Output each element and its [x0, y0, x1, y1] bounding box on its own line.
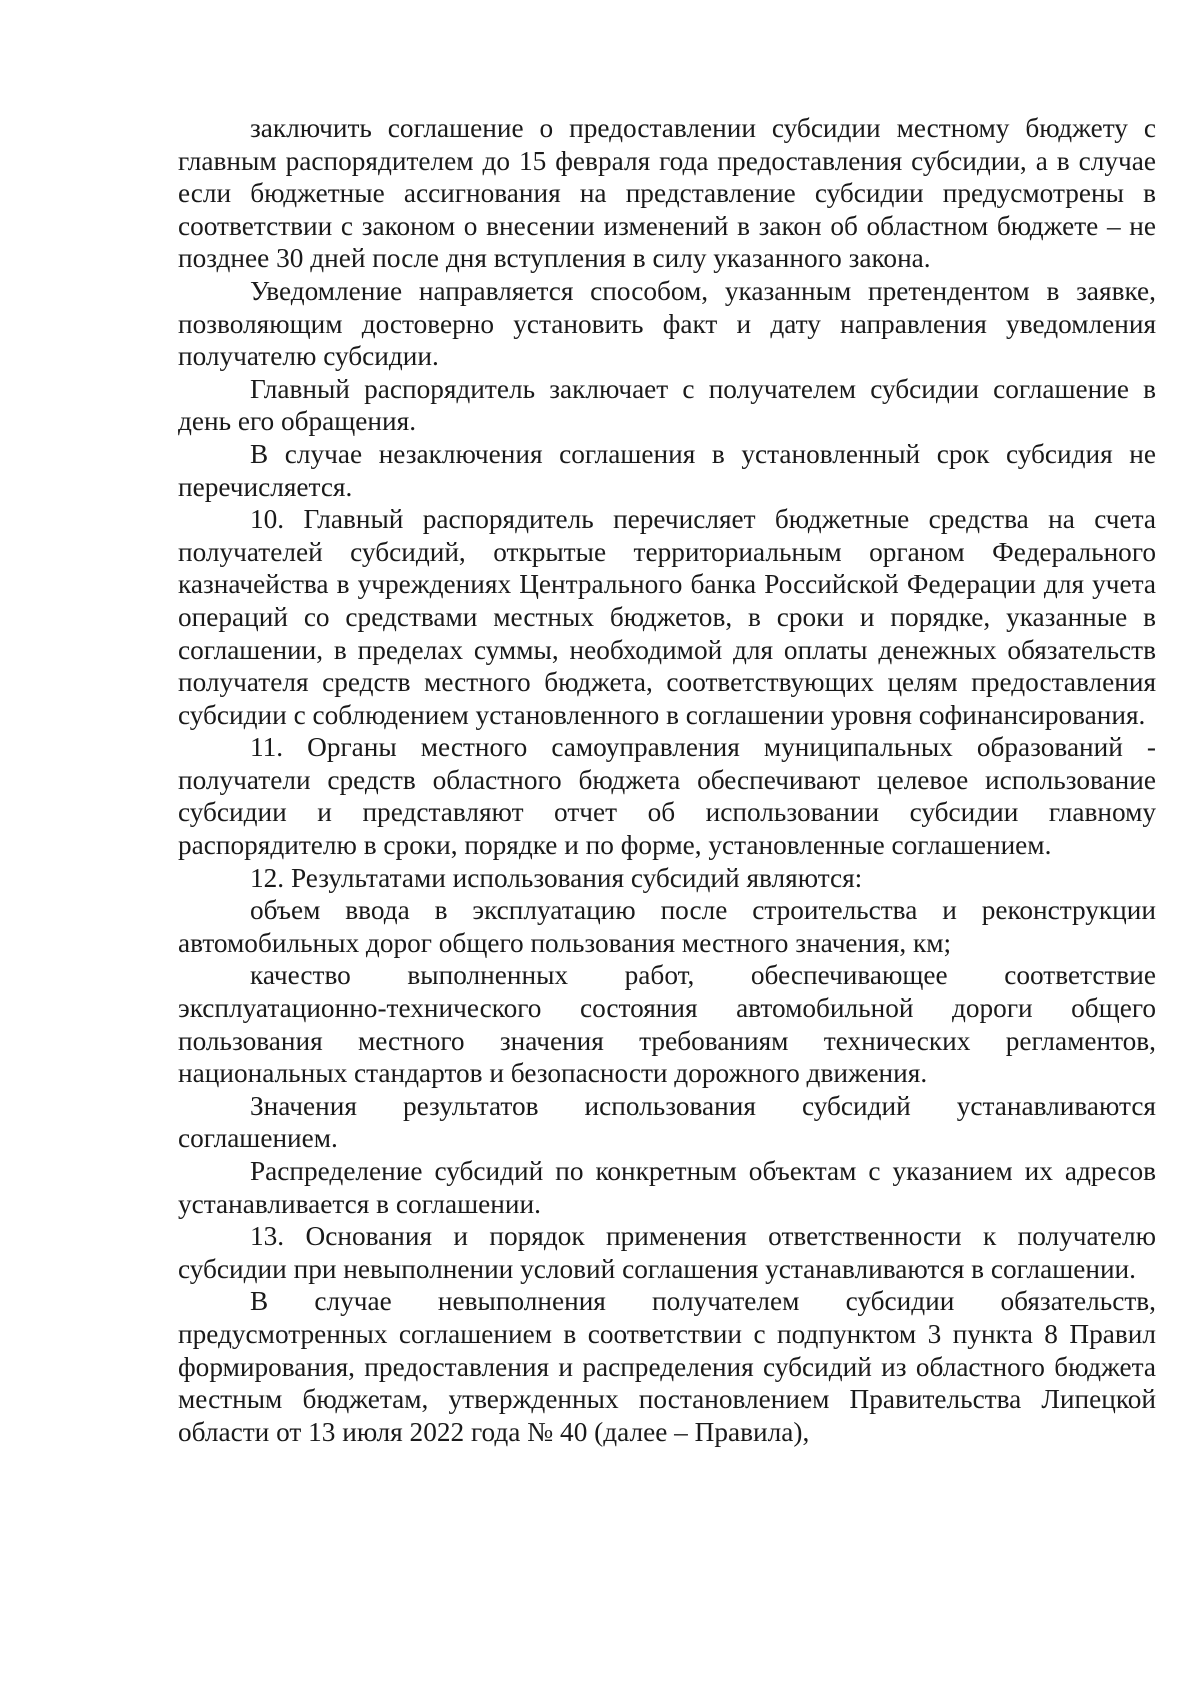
paragraph-notification-method: Уведомление направляется способом, указанным претендентом в заявке, позволяющим достоверно установить факт и дату направления уведомления получателю субсидии.: [178, 275, 1156, 372]
paragraph-item-10: 10. Главный распорядитель перечисляет бюджетные средства на счета получателей субсидий, открытые территориальным органом Федерального казначейства в учреждениях Центрального банка Российской Федерации для учета операций со средствами местных бюджетов, в сроки и порядке, указанные в соглашении, в пределах суммы, необходимой для оплаты денежных обязательств получателя средств местного бюджета, соответствующих целям предоставления субсидии с соблюдением установленного в соглашении уровня софинансирования.: [178, 504, 1156, 730]
paragraph-item-12: 12. Результатами использования субсидий являются:: [250, 862, 863, 893]
paragraph-agreement-same-day: Главный распорядитель заключает с получателем субсидии соглашение в день его обращения.: [178, 373, 1156, 437]
paragraph-result-volume: объем ввода в эксплуатацию после строительства и реконструкции автомобильных дорог общего пользования местного значения, км;: [178, 895, 1156, 958]
paragraph-agreement-deadline: заключить соглашение о предоставлении субсидии местному бюджету с главным распорядителем до 15 февраля года предоставления субсидии, а в случае если бюджетные ассигнования на представление субсидии предусмотрены в соответствии с законом о внесении изменений в закон об областном бюджете – не позднее 30 дней после дня вступления в силу указанного закона.: [178, 113, 1156, 274]
paragraph-no-agreement: В случае незаключения соглашения в установленный срок субсидия не перечисляется.: [178, 438, 1156, 502]
paragraph-non-fulfillment: В случае невыполнения получателем субсидии обязательств, предусмотренных соглашением в соответствии с подпунктом 3 пункта 8 Правил формирования, предоставления и распределения субсидий из областного бюджета местным бюджетам, утвержденных постановлением Правительства Липецкой области от 13 июля 2022 года № 40 (далее – Правила),: [178, 1286, 1156, 1447]
paragraph-item-11: 11. Органы местного самоуправления муниципальных образований - получатели средств областного бюджета обеспечивают целевое использование субсидии и представляют отчет об использовании субсидии главному распорядителю в сроки, порядке и по форме, установленные соглашением.: [178, 732, 1156, 861]
paragraph-item-13: 13. Основания и порядок применения ответственности к получателю субсидии при невыполнении условий соглашения устанавливаются в соглашении.: [178, 1221, 1156, 1284]
paragraph-distribution: Распределение субсидий по конкретным объектам с указанием их адресов устанавливается в соглашении.: [178, 1156, 1156, 1219]
paragraph-result-values: Значения результатов использования субсидий устанавливаются соглашением.: [178, 1090, 1156, 1154]
paragraph-result-quality: качество выполненных работ, обеспечивающее соответствие эксплуатационно-технического состояния автомобильной дороги общего пользования местного значения требованиям технических регламентов, национальных стандартов и безопасности дорожного движения.: [178, 960, 1156, 1089]
document-body: [178, 112, 1156, 1448]
